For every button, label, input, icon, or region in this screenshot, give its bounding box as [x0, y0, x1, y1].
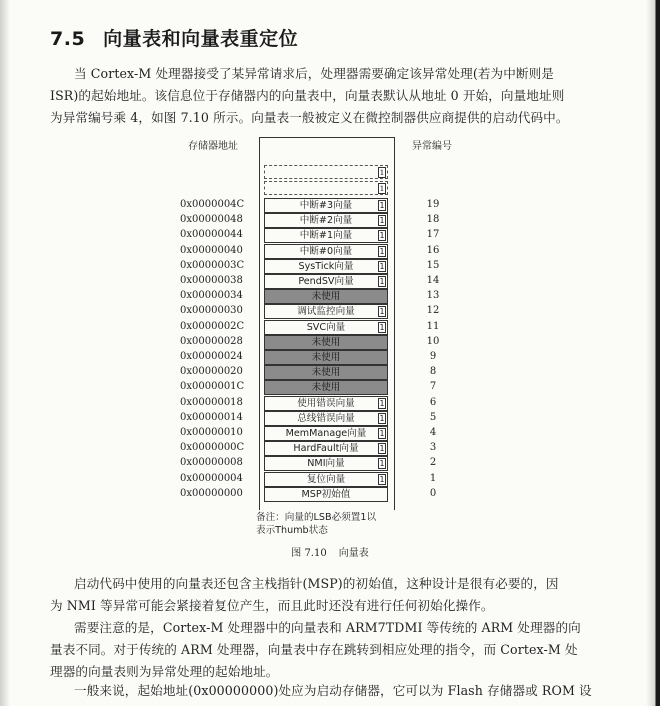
vector-address: 0x00000040	[180, 245, 243, 256]
vector-label: 未使用	[311, 382, 341, 393]
vector-label: 未使用	[311, 367, 341, 378]
vector-entry	[264, 304, 388, 319]
page-binding-shadow	[0, 0, 10, 706]
vector-address: 0x00000018	[180, 397, 243, 408]
exception-number: 10	[426, 336, 440, 347]
vector-entry	[264, 396, 388, 411]
thumb-bit: 1	[379, 429, 385, 438]
vector-label: PendSV向量	[298, 276, 354, 287]
exception-number: 14	[426, 275, 440, 286]
thumb-bit: 1	[379, 323, 385, 332]
vector-label: 中断#2向量	[299, 215, 353, 226]
figure-note	[256, 511, 376, 537]
thumb-bit: 1	[379, 307, 385, 316]
vector-label: MemManage向量	[285, 428, 367, 439]
text-line: 当 Cortex-M 处理器接受了某异常请求后，处理器需要确定该异常处理(若为中断则是	[74, 66, 555, 81]
vector-label: SysTick向量	[298, 261, 354, 272]
vector-entry-unused	[264, 289, 388, 304]
vector-label: HardFault向量	[293, 443, 359, 454]
exception-number: 8	[429, 366, 437, 377]
vector-entry	[264, 320, 388, 335]
address-column-header: 存储器地址	[188, 141, 238, 152]
thumb-bit: 1	[379, 262, 385, 271]
paragraph-msp	[50, 573, 590, 617]
exception-number: 11	[426, 321, 440, 332]
vector-address: 0x00000048	[180, 214, 243, 225]
vector-entry-unused	[264, 365, 388, 380]
exception-number: 7	[429, 381, 437, 392]
figure-caption	[0, 544, 660, 559]
vector-label: 未使用	[311, 291, 341, 302]
vector-entry	[264, 441, 388, 456]
vector-address: 0x00000044	[180, 229, 243, 240]
vector-label: 中断#3向量	[299, 200, 353, 211]
exception-number: 16	[426, 245, 440, 256]
text-line: 为 NMI 等异常可能会紧接着复位产生，而且此时还没有进行任何初始化操作。	[50, 598, 494, 613]
vector-address: 0x00000004	[180, 473, 243, 484]
vector-entry	[264, 244, 388, 259]
text-line: ISR)的起始地址。该信息位于存储器内的向量表中，向量表默认从地址 0 开始，向量地址则	[50, 88, 565, 103]
thumb-bit: 1	[379, 231, 385, 240]
vector-entry-unused	[264, 335, 388, 350]
exception-number: 5	[429, 412, 437, 423]
text-line: 启动代码中使用的向量表还包含主栈指针(MSP)的初始值，这种设计是很有必要的，因	[74, 576, 559, 591]
vector-entry	[264, 426, 388, 441]
paragraph-intro	[50, 63, 590, 129]
vector-table-extension-slot	[264, 181, 388, 195]
paragraph-boot-memory	[50, 680, 590, 702]
vector-label: 复位向量	[306, 474, 346, 485]
thumb-bit: 1	[379, 184, 385, 193]
exception-number: 3	[429, 442, 437, 453]
vector-label: MSP初始值	[301, 489, 351, 500]
vector-label: 总线错误向量	[297, 413, 355, 424]
text-line: 为异常编号乘 4，如图 7.10 所示。向量表一般被定义在微控制器供应商提供的启动代码中。	[50, 110, 569, 125]
note-line: 表示Thumb状态	[256, 525, 328, 536]
thumb-bit: 1	[379, 459, 385, 468]
vector-entry	[264, 472, 388, 487]
vector-entry-unused	[264, 350, 388, 365]
vector-address: 0x00000014	[180, 412, 243, 423]
vector-label: NMI向量	[307, 458, 345, 469]
vector-address: 0x0000000C	[180, 442, 245, 453]
thumb-bit: 1	[379, 475, 385, 484]
exception-number: 17	[426, 229, 440, 240]
thumb-bit: 1	[379, 247, 385, 256]
text-line: 量表不同。对于传统的 ARM 处理器，向量表中存在跳转到相应处理的指令，而 Cortex-M 处	[50, 642, 578, 657]
thumb-bit: 1	[379, 414, 385, 423]
vector-address: 0x00000030	[180, 305, 243, 316]
vector-label: 调试监控向量	[297, 306, 355, 317]
vector-label: 中断#1向量	[299, 230, 353, 241]
vector-address: 0x00000000	[180, 488, 243, 499]
vector-entry	[264, 274, 388, 289]
vector-table-extension-slot	[264, 165, 388, 179]
thumb-bit: 1	[379, 168, 385, 177]
vector-entry	[264, 487, 388, 502]
vector-address: 0x00000020	[180, 366, 243, 377]
vector-label: 未使用	[311, 337, 341, 348]
exception-number: 13	[426, 290, 440, 301]
vector-address: 0x00000038	[180, 275, 243, 286]
thumb-bit: 1	[379, 277, 385, 286]
vector-address: 0x00000028	[180, 336, 243, 347]
vector-label: SVC向量	[306, 322, 346, 333]
exception-number: 4	[429, 427, 437, 438]
vector-address: 0x0000002C	[180, 321, 245, 332]
exception-number: 12	[426, 305, 440, 316]
thumb-bit: 1	[379, 216, 385, 225]
exception-number: 6	[429, 397, 437, 408]
exception-number: 9	[429, 351, 437, 362]
thumb-bit: 1	[379, 399, 385, 408]
vector-label: 中断#0向量	[299, 246, 353, 257]
exception-number: 1	[429, 473, 437, 484]
exception-number: 19	[426, 199, 440, 210]
vector-address: 0x0000004C	[180, 199, 245, 210]
note-line: 备注：向量的LSB必须置1以	[256, 512, 377, 523]
page-edge	[646, 0, 660, 706]
vector-address: 0x00000008	[180, 457, 243, 468]
text-line: 理器的向量表则为异常处理的起始地址。	[50, 664, 279, 679]
vector-label: 未使用	[311, 352, 341, 363]
figure-number: 图 7.10	[291, 548, 327, 559]
vector-entry	[264, 198, 388, 213]
section-number: 7.5	[50, 28, 86, 50]
text-line: 一般来说，起始地址(0x00000000)处应为启动存储器，它可以为 Flash 存储器或 ROM 设	[74, 683, 592, 698]
exception-number: 2	[429, 457, 437, 468]
exception-number: 0	[429, 488, 437, 499]
section-title: 向量表和向量表重定位	[103, 28, 299, 50]
figure-title: 向量表	[338, 548, 369, 559]
vector-entry	[264, 411, 388, 426]
exception-number: 18	[426, 214, 440, 225]
exception-number: 15	[426, 260, 440, 271]
vector-address: 0x0000003C	[180, 260, 245, 271]
vector-label: 使用错误向量	[297, 398, 355, 409]
vector-address: 0x0000001C	[180, 381, 245, 392]
vector-entry	[264, 259, 388, 274]
vector-address: 0x00000034	[180, 290, 243, 301]
section-heading	[50, 24, 298, 51]
vector-entry	[264, 456, 388, 471]
vector-entry	[264, 213, 388, 228]
vector-address: 0x00000010	[180, 427, 243, 438]
thumb-bit: 1	[379, 201, 385, 210]
vector-entry-unused	[264, 380, 388, 395]
text-line: 需要注意的是，Cortex-M 处理器中的向量表和 ARM7TDMI 等传统的 ARM 处理器的向	[74, 620, 581, 635]
vector-address: 0x00000024	[180, 351, 243, 362]
exception-number-column-header: 异常编号	[412, 141, 452, 152]
paragraph-arm-compare	[50, 617, 590, 683]
vector-entry	[264, 228, 388, 243]
thumb-bit: 1	[379, 444, 385, 453]
